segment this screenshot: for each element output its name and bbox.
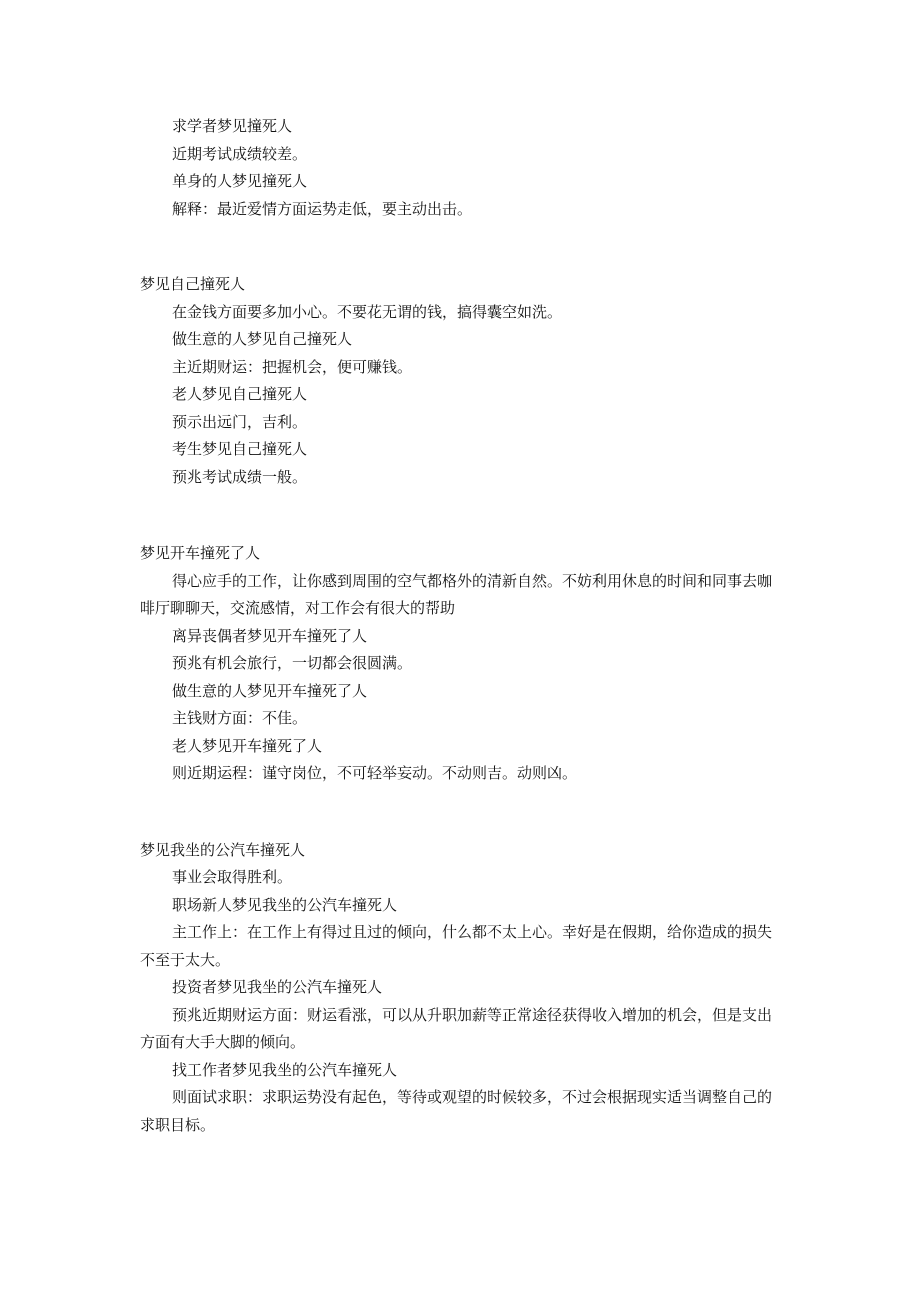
section-bus-hit: [140, 837, 780, 1140]
section-heading: 梦见自己撞死人: [140, 275, 246, 293]
paragraph: 单身的人梦见撞死人: [172, 172, 308, 190]
paragraph: 主近期财运：把握机会，便可赚钱。: [172, 357, 413, 376]
paragraph: 预兆有机会旅行，一切都会很圆满。: [172, 654, 413, 672]
paragraph: 主钱财方面：不佳。: [172, 709, 308, 727]
paragraph: 老人梦见开车撞死了人: [172, 736, 323, 755]
paragraph: 职场新人梦见我坐的公汽车撞死人: [172, 895, 398, 914]
paragraph: 离异丧偶者梦见开车撞死了人: [172, 626, 368, 645]
paragraph: 预示出远门，吉利。: [172, 412, 308, 431]
paragraph: 主工作上：在工作上有得过且过的倾向，什么都不太上心。幸好是在假期，给你造成的损失不至于太大。: [140, 923, 773, 969]
paragraph: 解释：最近爱情方面运势走低，要主动出击。: [172, 199, 473, 218]
section-spacer: [140, 788, 780, 837]
paragraph: 在金钱方面要多加小心。不要花无谓的钱，搞得囊空如洗。: [172, 302, 563, 321]
document-body: [140, 113, 780, 1139]
section-driving-hit: [140, 540, 780, 788]
paragraph: 则近期运程：谨守岗位，不可轻举妄动。不动则吉。动则凶。: [172, 764, 578, 782]
section-self-hit: [140, 271, 780, 491]
paragraph: 事业会取得胜利。: [172, 868, 293, 886]
section-spacer: [140, 491, 780, 540]
paragraph: 投资者梦见我坐的公汽车撞死人: [172, 978, 383, 996]
section-heading: 梦见开车撞死了人: [140, 544, 261, 562]
paragraph: 找工作者梦见我坐的公汽车撞死人: [172, 1060, 398, 1079]
paragraph: 则面试求职：求职运势没有起色，等待或观望的时候较多，不过会根据现实适当调整自己的求职目标。: [140, 1088, 773, 1134]
paragraph: 得心应手的工作，让你感到周围的空气都格外的清新自然。不妨利用休息的时间和同事去咖啡厅聊聊天，交流感情，对工作会有很大的帮助: [140, 571, 773, 617]
paragraph: 做生意的人梦见自己撞死人: [172, 330, 353, 348]
section-student-single: [140, 113, 780, 223]
paragraph: 考生梦见自己撞死人: [172, 440, 308, 458]
paragraph: 预兆近期财运方面：财运看涨，可以从升职加薪等正常途径获得收入增加的机会，但是支出方面有大手大脚的倾向。: [140, 1005, 773, 1051]
paragraph: 预兆考试成绩一般。: [172, 467, 308, 486]
section-spacer: [140, 223, 780, 271]
paragraph: 求学者梦见撞死人: [172, 117, 293, 135]
paragraph: 做生意的人梦见开车撞死了人: [172, 681, 368, 700]
paragraph: 近期考试成绩较差。: [172, 144, 308, 163]
section-heading: 梦见我坐的公汽车撞死人: [140, 840, 306, 859]
paragraph: 老人梦见自己撞死人: [172, 385, 308, 403]
